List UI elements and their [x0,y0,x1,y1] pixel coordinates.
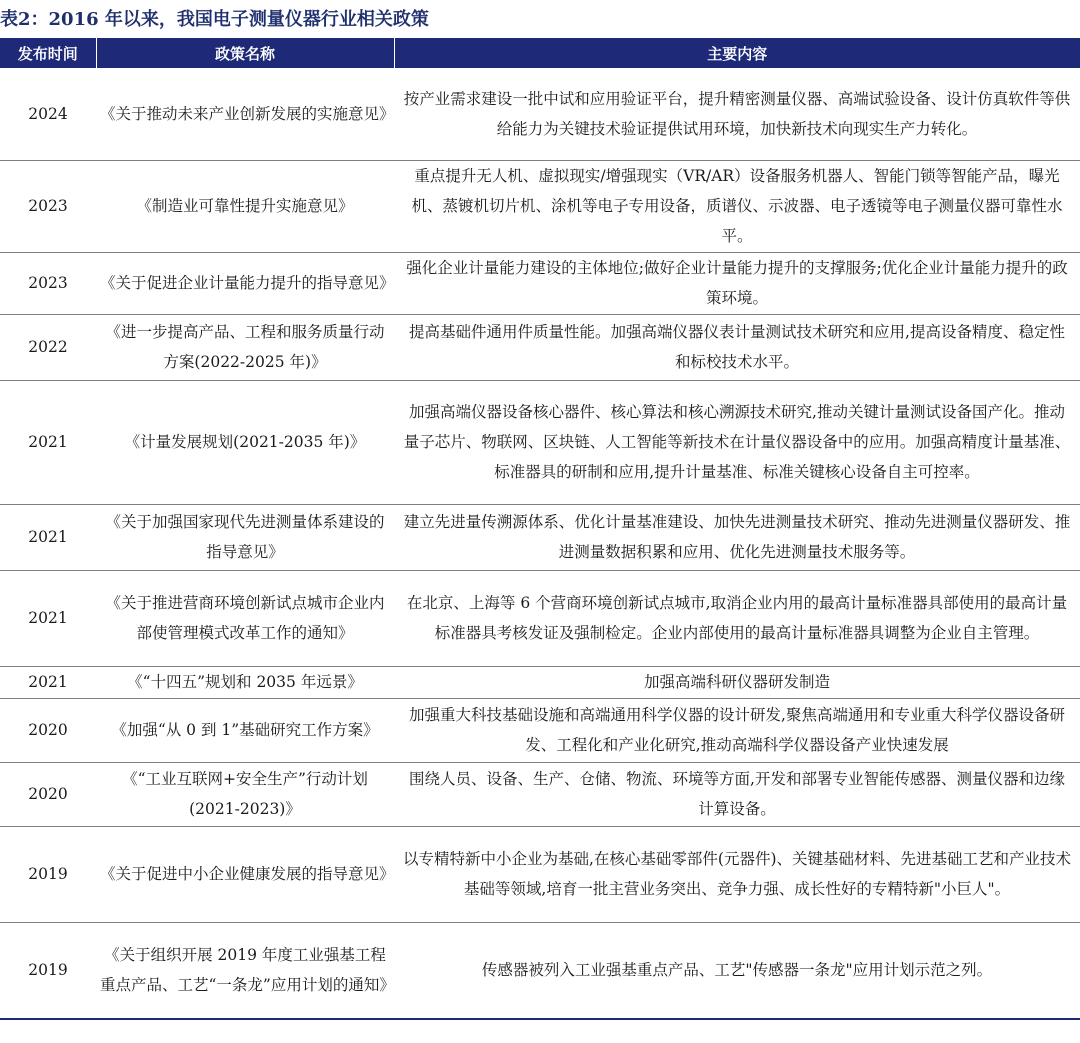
policy-table [0,38,1080,1020]
row-content: 重点提升无人机、虚拟现实/增强现实（VR/AR）设备服务机器人、智能门锁等智能产品，曝光机、蒸镀机切片机、涂机等电子专用设备，质谱仪、示波器、电子透镜等电子测量仪器可靠性水平。 [394,160,1080,252]
row-year: 2023 [0,160,96,252]
table-title: 表2：2016 年以来，我国电子测量仪器行业相关政策 [0,9,429,30]
row-policy-name: 《“十四五”规划和 2035 年远景》 [96,666,394,698]
row-content: 加强重大科技基础设施和高端通用科学仪器的设计研发,聚焦高端通用和专业重大科学仪器设备研发、工程化和产业化研究,推动高端科学仪器设备产业快速发展 [394,698,1080,762]
table-row [0,160,1080,252]
row-policy-name: 《关于推进营商环境创新试点城市企业内部使管理模式改革工作的通知》 [96,570,394,666]
row-content: 加强高端科研仪器研发制造 [394,666,1080,698]
row-content: 加强高端仪器设备核心器件、核心算法和核心溯源技术研究,推动关键计量测试设备国产化。推动量子芯片、物联网、区块链、人工智能等新技术在计量仪器设备中的应用。加强高精度计量基准、标准器具的研制和应用,提升计量基准、标准关键核心设备自主可控率。 [394,380,1080,504]
row-policy-name: 《关于促进中小企业健康发展的指导意见》 [96,826,394,922]
table-row [0,570,1080,666]
row-year: 2022 [0,314,96,380]
table-row [0,314,1080,380]
row-policy-name: 《关于加强国家现代先进测量体系建设的指导意见》 [96,504,394,570]
row-year: 2021 [0,504,96,570]
row-year: 2024 [0,68,96,160]
table-row [0,922,1080,1019]
row-year: 2020 [0,762,96,826]
row-year: 2019 [0,922,96,1019]
header-main-content: 主要内容 [394,38,1080,68]
row-policy-name: 《关于促进企业计量能力提升的指导意见》 [96,252,394,314]
row-content: 传感器被列入工业强基重点产品、工艺"传感器一条龙"应用计划示范之列。 [394,922,1080,1019]
table-row [0,666,1080,698]
row-content: 在北京、上海等 6 个营商环境创新试点城市,取消企业内用的最高计量标准器具部使用的最高计量标准器具考核发证及强制检定。企业内部使用的最高计量标准器具调整为企业自主管理。 [394,570,1080,666]
row-year: 2021 [0,380,96,504]
row-year: 2023 [0,252,96,314]
row-policy-name: 《制造业可靠性提升实施意见》 [96,160,394,252]
row-year: 2020 [0,698,96,762]
row-content: 以专精特新中小企业为基础,在核心基础零部件(元器件)、关键基础材料、先进基础工艺和产业技术基础等领域,培育一批主营业务突出、竞争力强、成长性好的专精特新"小巨人"。 [394,826,1080,922]
table-row [0,252,1080,314]
row-content: 提高基础件通用件质量性能。加强高端仪器仪表计量测试技术研究和应用,提高设备精度、稳定性和标校技术水平。 [394,314,1080,380]
table-row [0,504,1080,570]
row-policy-name: 《“工业互联网+安全生产”行动计划(2021-2023)》 [96,762,394,826]
row-year: 2021 [0,570,96,666]
row-policy-name: 《关于推动未来产业创新发展的实施意见》 [96,68,394,160]
row-content: 按产业需求建设一批中试和应用验证平台，提升精密测量仪器、高端试验设备、设计仿真软件等供给能力为关键技术验证提供试用环境，加快新技术向现实生产力转化。 [394,68,1080,160]
row-content: 强化企业计量能力建设的主体地位;做好企业计量能力提升的支撑服务;优化企业计量能力提升的政策环境。 [394,252,1080,314]
table-row [0,380,1080,504]
row-content: 围绕人员、设备、生产、仓储、物流、环境等方面,开发和部署专业智能传感器、测量仪器和边缘计算设备。 [394,762,1080,826]
row-content: 建立先进量传溯源体系、优化计量基准建设、加快先进测量技术研究、推动先进测量仪器研发、推进测量数据积累和应用、优化先进测量技术服务等。 [394,504,1080,570]
row-policy-name: 《关于组织开展 2019 年度工业强基工程重点产品、工艺“一条龙”应用计划的通知》 [96,922,394,1019]
row-policy-name: 《计量发展规划(2021-2035 年)》 [96,380,394,504]
row-year: 2021 [0,666,96,698]
table-row [0,68,1080,160]
table-row [0,698,1080,762]
row-policy-name: 《加强“从 0 到 1”基础研究工作方案》 [96,698,394,762]
header-policy-name: 政策名称 [96,38,394,68]
table-row [0,762,1080,826]
table-header-row [0,38,1080,68]
row-year: 2019 [0,826,96,922]
header-release-date: 发布时间 [0,38,96,68]
table-row [0,826,1080,922]
row-policy-name: 《进一步提高产品、工程和服务质量行动方案(2022-2025 年)》 [96,314,394,380]
